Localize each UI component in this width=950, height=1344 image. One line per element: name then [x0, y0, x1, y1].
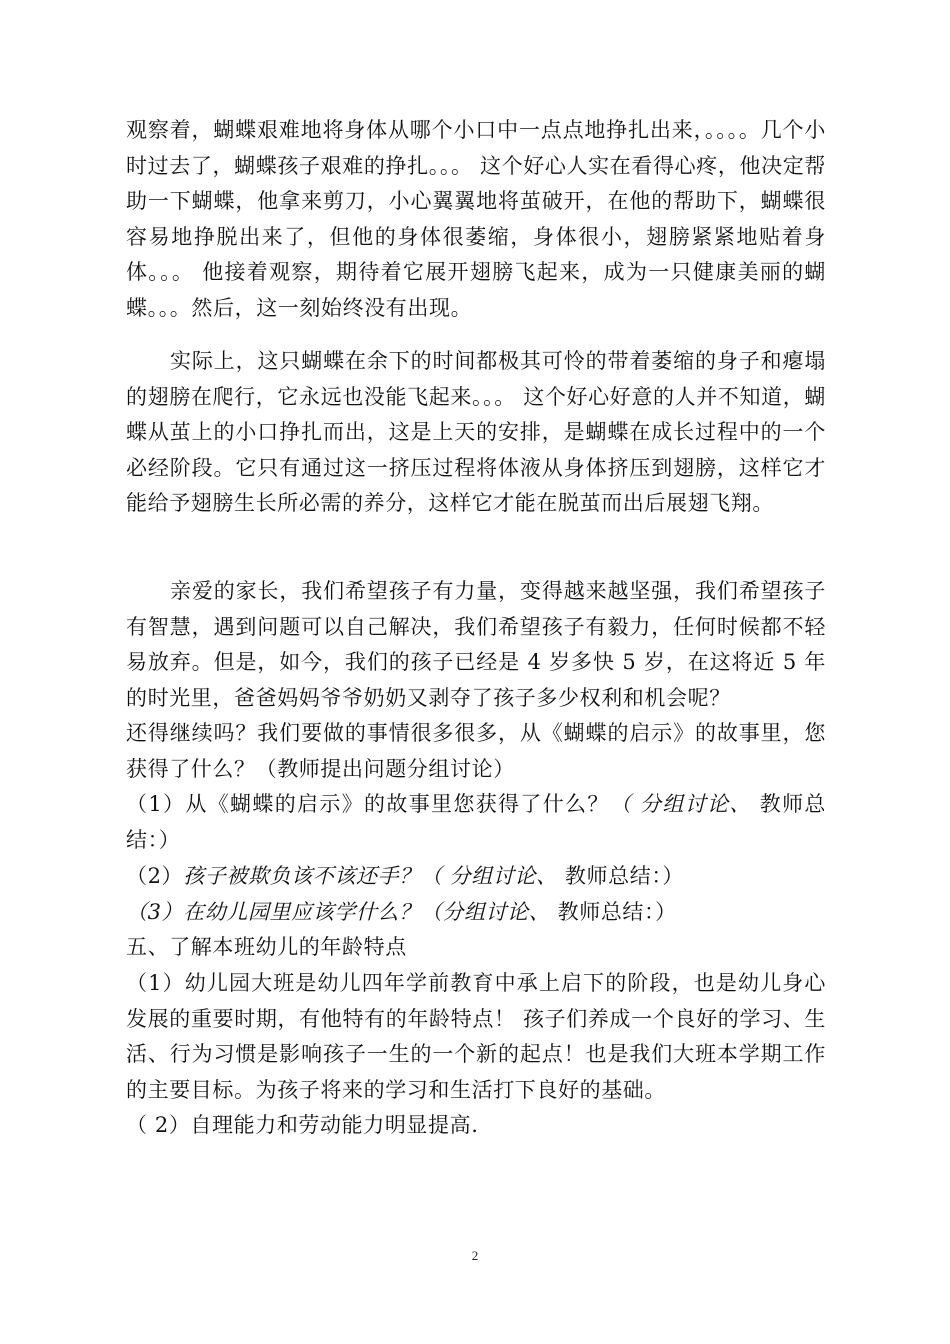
question-1-text: （1）从《蝴蝶的启示》的故事里您获得了什么？: [126, 792, 610, 816]
story-paragraph-1: 观察着，蝴蝶艰难地将身体从哪个小口中一点点地挣扎出来，。。。。几个小时过去了，蝴蝶孩子艰难的挣扎。。。 这个好心人实在看得心疼，他决定帮助一下蝴蝶，他拿来剪刀，小心翼翼地将茧破开，在他的帮助下，蝴蝶很容易地挣脱出来了，但他的身体很萎缩，身体很小，翅膀紧紧地贴着身体。。。 他接着观察，期待着它展开翅膀飞起来，成为一只健康美丽的蝴蝶。。。然后，这一刻始终没有出现。: [126, 118, 826, 320]
question-1-group-discussion: （ 分组讨论、: [609, 792, 752, 816]
parent-address-paragraph: 亲爱的家长，我们希望孩子有力量，变得越来越坚强，我们希望孩子有智慧，遇到问题可以自己解决，我们希望孩子有毅力，任何时候都不轻易放弃。但是，如今，我们的孩子已经是 4 岁多快 5 岁，在这将近 5 年的时光里，爸爸妈妈爷爷奶奶又剥夺了孩子多少权利和机会呢？: [126, 579, 826, 710]
question-2-text: 孩子被欺负该不该还手？（ 分组讨论、: [183, 864, 558, 888]
question-3-summary: 教师总结：）: [550, 900, 677, 924]
discussion-question-1: [126, 787, 826, 858]
page-number: 2: [471, 1248, 479, 1263]
question-3-text: （3）在幼儿园里应该学什么？（分组讨论、: [126, 900, 551, 924]
question-2-number: （2）: [126, 864, 184, 888]
age-characteristics-point-1: （1）幼儿园大班是幼儿四年学前教育中承上启下的阶段，也是幼儿身心发展的重要时期，有他特有的年龄特点！ 孩子们养成一个良好的学习、生活、行为习惯是影响孩子一生的一个新的起点！也是我们大班本学期工作的主要目标。为孩子将来的学习和生活打下良好的基础。: [126, 971, 826, 1102]
discussion-intro-paragraph: 还得继续吗？我们要做的事情很多很多，从《蝴蝶的启示》的故事里，您获得了什么？（教师提出问题分组讨论）: [126, 721, 826, 781]
age-characteristics-point-2: （ 2）自理能力和劳动能力明显提高.: [126, 1113, 479, 1137]
discussion-question-2: [126, 859, 684, 895]
story-paragraph-2: 实际上，这只蝴蝶在余下的时间都极其可怜的带着萎缩的身子和瘪塌的翅膀在爬行，它永远也没能飞起来。。。 这个好心好意的人并不知道，蝴蝶从茧上的小口挣扎而出，这是上天的安排，是蝴蝶在成长过程中的一个必经阶段。它只有通过这一挤压过程将体液从身体挤压到翅膀，这样它才能给予翅膀生长所必需的养分，这样它才能在脱茧而出后展翅飞翔。: [126, 349, 826, 515]
question-2-summary: 教师总结：）: [557, 864, 685, 888]
discussion-question-3: [126, 895, 677, 931]
section-heading: 五、了解本班幼儿的年龄特点: [126, 935, 407, 959]
question-1-summary: 教师总结：）: [126, 792, 827, 852]
